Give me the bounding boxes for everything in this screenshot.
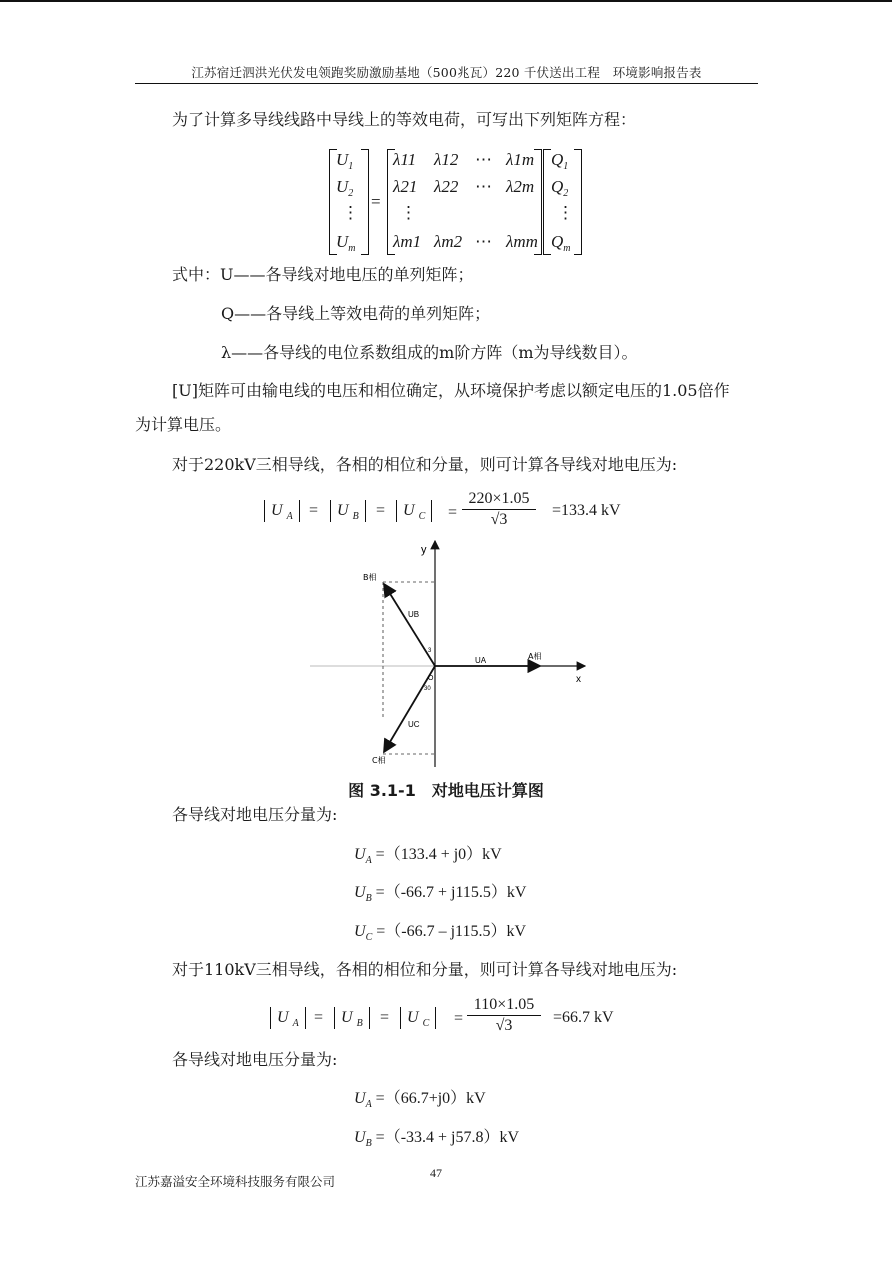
lambda-entry: λmm — [506, 232, 538, 251]
definition-q: Q——各导线上等效电荷的单列矩阵； — [221, 304, 491, 323]
origin-label: O — [428, 675, 434, 682]
intro-text: 为了计算多导线线路中导线上的等效电荷，可写出下列矩阵方程： — [172, 110, 637, 129]
phasor-diagram — [300, 535, 600, 775]
lambda-entry: ⋯ — [475, 150, 492, 169]
fraction-110 — [467, 996, 541, 1035]
result-110: =66.7 kV — [553, 1009, 614, 1026]
u-entry: $U_1$ — [336, 150, 354, 172]
y-axis-label: y — [421, 544, 427, 556]
ua-label: UA — [475, 656, 487, 665]
lambda-entry: λm1 — [393, 232, 422, 251]
abs-ua: U $_A$ — [264, 500, 300, 522]
running-header: 江苏宿迁泗洪光伏发电领跑奖励激励基地（500兆瓦）220 千伏送出工程 环境影响报告表 — [191, 65, 702, 80]
abs-ub: U $_B$ — [334, 1007, 370, 1029]
q-entry: $Q_m$ — [551, 232, 571, 254]
equals-sign: = — [371, 192, 381, 211]
lambda-entry: λ22 — [434, 177, 459, 196]
fraction-220 — [462, 490, 536, 529]
abs-ua: U $_A$ — [270, 1007, 306, 1029]
result-220: =133.4 kV — [552, 502, 621, 519]
equals-sign: = — [380, 1009, 390, 1026]
u-bracket-right — [361, 149, 369, 255]
lambda-entry: λ21 — [393, 177, 418, 196]
q-entry: ⋮ — [557, 203, 574, 222]
numerator: 220×1.05 — [462, 490, 536, 510]
c-phase-label: C相 — [372, 756, 386, 765]
q-entry: $Q_2$ — [551, 177, 569, 199]
denominator: √3 — [495, 1017, 513, 1034]
component-ua: $U_A =(133.4 + j0)kV$ — [354, 846, 502, 866]
para-220kv: 对于220kV三相导线，各相的相位和分量，则可计算各导线对地电压为: — [172, 455, 678, 474]
q-bracket-left — [543, 149, 551, 255]
equals-sign: = — [448, 504, 458, 521]
para-110kv: 对于110kV三相导线，各相的相位和分量，则可计算各导线对地电压为: — [172, 960, 678, 979]
lambda-entry: λ2m — [506, 177, 535, 196]
angle-label: 30 — [424, 686, 431, 692]
page-number: 47 — [430, 1166, 442, 1180]
abs-uc: U $_C$ — [400, 1007, 436, 1029]
figure-caption: 图 3.1-1 对地电压计算图 — [348, 781, 544, 800]
lambda-entry: λm2 — [434, 232, 463, 251]
angle-label: 3 — [428, 648, 432, 654]
equals-sign: = — [314, 1009, 324, 1026]
equals-sign: = — [376, 502, 386, 519]
lambda-entry: λ11 — [393, 150, 417, 169]
definition-lambda: λ——各导线的电位系数组成的m阶方阵（m为导线数目）。 — [221, 343, 638, 362]
definition-u: 式中：U——各导线对地电压的单列矩阵； — [172, 265, 474, 284]
q-entry: $Q_1$ — [551, 150, 569, 172]
ub-label: UB — [408, 610, 420, 619]
u-entry: ⋮ — [342, 203, 359, 222]
abs-ub: U $_B$ — [330, 500, 366, 522]
a-phase-label: A相 — [528, 652, 542, 661]
abs-uc: U $_C$ — [396, 500, 432, 522]
lambda-entry: ⋯ — [475, 232, 492, 251]
equals-sign: = — [309, 502, 319, 519]
components-title: 各导线对地电压分量为: — [172, 805, 338, 824]
x-axis-label: x — [576, 674, 581, 685]
b-phase-label: B相 — [363, 573, 377, 582]
component-ub: $U_B =(-33.4 + j57.8)kV$ — [354, 1129, 520, 1149]
component-uc: $U_C =(-66.7 - j115.5)kV$ — [354, 923, 526, 943]
equals-sign: = — [454, 1010, 464, 1027]
para-u-line2: 为计算电压。 — [135, 415, 232, 434]
component-ub: $U_B =(-66.7 + j115.5)kV$ — [354, 884, 527, 904]
lambda-entry: λ12 — [434, 150, 459, 169]
denominator: √3 — [490, 511, 508, 528]
component-ua: $U_A =(66.7+j0)kV$ — [354, 1090, 486, 1110]
footer-company: 江苏嘉溢安全环境科技服务有限公司 — [135, 1174, 336, 1189]
header-rule — [135, 83, 758, 84]
lambda-entry: λ1m — [506, 150, 535, 169]
lambda-entry: ⋯ — [475, 177, 492, 196]
para-u-line1: [U]矩阵可由输电线的电压和相位确定，从环境保护考虑以额定电压的1.05倍作 — [172, 381, 730, 400]
components-title: 各导线对地电压分量为: — [172, 1050, 338, 1069]
uc-label: UC — [408, 720, 420, 729]
u-entry: $U_2$ — [336, 177, 354, 199]
lambda-entry: ⋮ — [400, 203, 417, 222]
u-entry: $U_m$ — [336, 232, 356, 254]
numerator: 110×1.05 — [467, 996, 541, 1016]
q-bracket-right — [574, 149, 582, 255]
